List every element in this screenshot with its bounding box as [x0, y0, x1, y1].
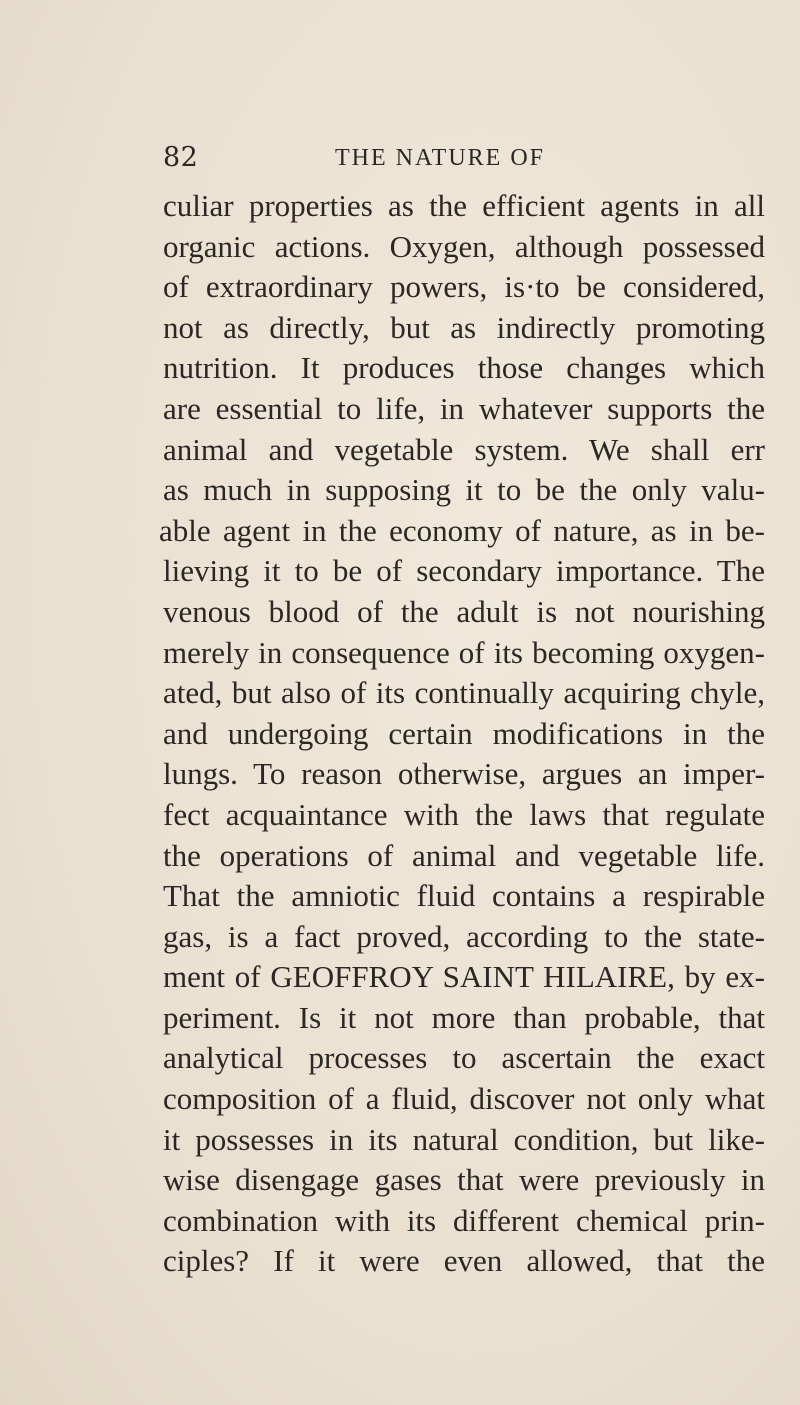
text-line: nutrition. It produces those changes which	[163, 350, 765, 386]
text-line: ment of GEOFFROY SAINT HILAIRE, by ex-	[163, 959, 765, 995]
text-line: and undergoing certain modifications in the	[163, 715, 765, 751]
text-line: as much in supposing it to be the only valu-	[163, 472, 765, 508]
text-line: animal and vegetable system. We shall err	[163, 431, 765, 467]
text-line: gas, is a fact proved, according to the state-	[163, 918, 765, 954]
text-line: analytical processes to ascertain the exact	[163, 1040, 765, 1076]
body-text	[159, 186, 765, 1282]
running-title: THE NATURE OF	[335, 145, 545, 171]
text-line: lungs. To reason otherwise, argues an imper-	[163, 756, 765, 792]
text-line: periment. Is it not more than probable, that	[163, 999, 765, 1035]
text-line: fect acquaintance with the laws that regulate	[163, 796, 765, 832]
text-line: not as directly, but as indirectly promoting	[163, 309, 765, 345]
text-line: wise disengage gases that were previously in	[163, 1162, 765, 1198]
text-line: That the amniotic fluid contains a respirable	[163, 878, 765, 914]
text-line: venous blood of the adult is not nourishing	[163, 593, 765, 629]
running-head	[163, 138, 768, 178]
page-number: 82	[163, 142, 199, 173]
text-line: of extraordinary powers, is·to be considered,	[163, 269, 765, 305]
text-line: merely in consequence of its becoming oxygen-	[163, 634, 765, 670]
text-line: able agent in the economy of nature, as in be-	[159, 512, 765, 548]
text-line: organic actions. Oxygen, although possessed	[163, 228, 765, 264]
text-line: the operations of animal and vegetable life.	[163, 837, 765, 873]
text-line: culiar properties as the efficient agents in all	[163, 188, 765, 223]
text-line: are essential to life, in whatever supports the	[163, 390, 765, 426]
text-line: composition of a fluid, discover not only what	[163, 1081, 765, 1117]
text-line: ated, but also of its continually acquiring chyle,	[163, 675, 765, 711]
text-line: ciples? If it were even allowed, that the	[163, 1243, 765, 1279]
text-line: lieving it to be of secondary importance. The	[163, 553, 765, 589]
text-line: combination with its different chemical prin-	[163, 1202, 765, 1238]
text-line: it possesses in its natural condition, but like-	[163, 1121, 765, 1157]
